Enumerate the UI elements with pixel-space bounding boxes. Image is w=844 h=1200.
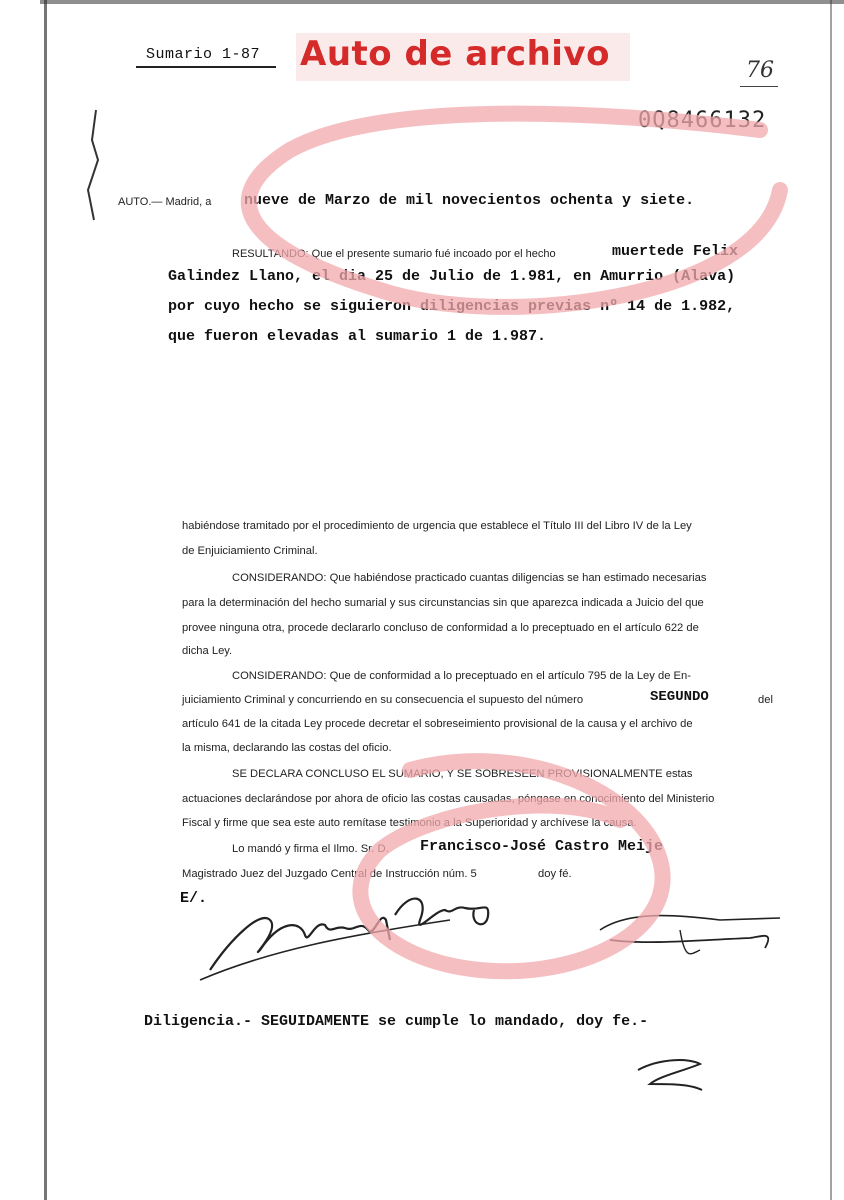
resultando-typed-4: que fueron elevadas al sumario 1 de 1.987. bbox=[168, 328, 547, 345]
supuesto-numero: SEGUNDO bbox=[650, 689, 709, 705]
firma-line: Lo mandó y firma el Ilmo. Sr. D. bbox=[232, 843, 389, 855]
resultando-typed-1: muertede Felix bbox=[612, 243, 739, 260]
document-serial: 0Q8466132 bbox=[638, 108, 767, 133]
doy-fe: doy fé. bbox=[538, 868, 572, 880]
considerando-2-line-1: CONSIDERANDO: Que de conformidad a lo preceptuado en el artículo 795 de la Ley de En- bbox=[232, 670, 691, 682]
body-line-2: de Enjuiciamiento Criminal. bbox=[182, 545, 318, 557]
diligencia-line: Diligencia.- SEGUIDAMENTE se cumple lo mandado, doy fe.- bbox=[144, 1013, 649, 1030]
auto-date: nueve de Marzo de mil novecientos ochenta y siete. bbox=[244, 192, 695, 209]
title-banner: Auto de archivo bbox=[300, 34, 610, 74]
considerando-1-line-3: provee ninguna otra, procede declararlo concluso de conformidad a lo preceptuado en el artículo 622 de bbox=[182, 622, 699, 634]
considerando-1-line-1: CONSIDERANDO: Que habiéndose practicado cuantas diligencias se han estimado necesarias bbox=[232, 572, 707, 584]
declara-line-1: SE DECLARA CONCLUSO EL SUMARIO, Y SE SOBRESEEN PROVISIONALMENTE estas bbox=[232, 768, 693, 780]
considerando-1-line-2: para la determinación del hecho sumarial y sus circunstancias sin que aparezca indicada a Juicio del que bbox=[182, 597, 704, 609]
bs-mark: E/. bbox=[180, 890, 208, 907]
considerando-2-line-2: juiciamiento Criminal y concurriendo en su consecuencia el supuesto del número bbox=[182, 694, 584, 706]
magistrado-name: Francisco-José Castro Meije bbox=[420, 838, 664, 855]
auto-prefix: AUTO.— Madrid, a bbox=[118, 196, 212, 208]
sumario-label: Sumario 1-87 bbox=[146, 46, 261, 63]
magistrado-title: Magistrado Juez del Juzgado Central de Instrucción núm. 5 bbox=[182, 868, 477, 880]
resultando-typed-2: Galindez Llano, el dia 25 de Julio de 1.981, en Amurrio (Alava) bbox=[168, 268, 736, 285]
folio-number: 76 bbox=[746, 58, 774, 83]
resultando-typed-3: por cuyo hecho se siguieron diligencias previas nº 14 de 1.982, bbox=[168, 298, 736, 315]
body-line-1: habiéndose tramitado por el procedimiento de urgencia que establece el Título III del Libro IV de la Ley bbox=[182, 520, 692, 532]
considerando-2-line-3: artículo 641 de la citada Ley procede decretar el sobreseimiento provisional de la causa y el archivo de bbox=[182, 718, 693, 730]
considerando-1-line-4: dicha Ley. bbox=[182, 645, 233, 657]
resultando-lead: RESULTANDO: Que el presente sumario fué incoado por el hecho bbox=[232, 248, 556, 260]
declara-line-2: actuaciones declarándose por ahora de oficio las costas causadas, póngase en conocimiento del Ministerio bbox=[182, 793, 715, 805]
considerando-2-line-4: la misma, declarando las costas del oficio. bbox=[182, 742, 392, 754]
considerando-2-line-2-end: del bbox=[758, 694, 773, 706]
declara-line-3: Fiscal y firme que sea este auto remítase testimonio a la Superioridad y archívese la causa. bbox=[182, 817, 637, 829]
